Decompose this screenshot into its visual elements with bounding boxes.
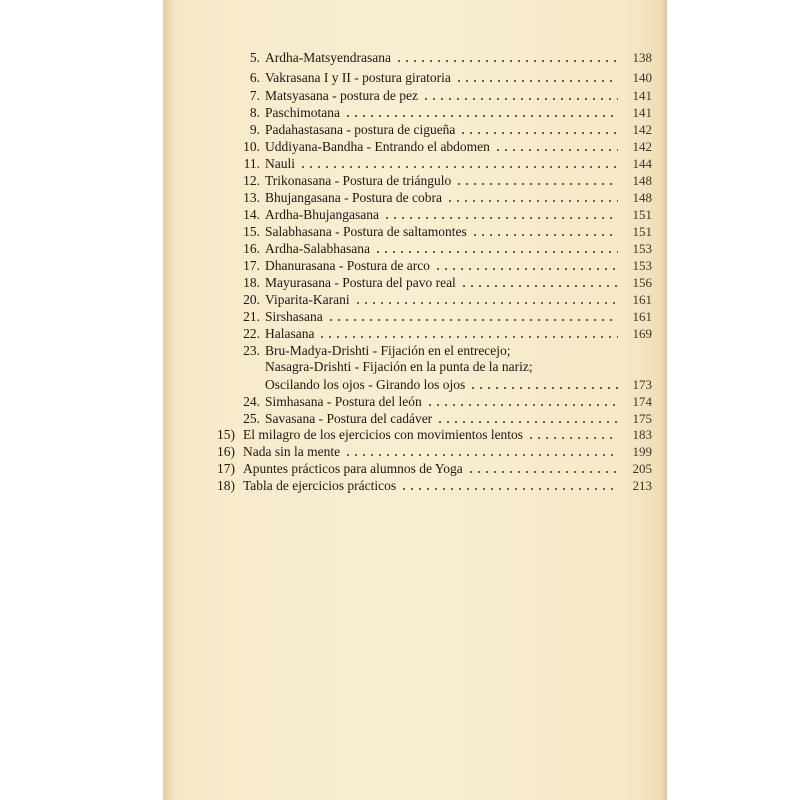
dot-leader [436,421,618,423]
toc-entry [232,172,652,189]
toc-entry [232,342,652,359]
chapter-number: 15) [217,427,235,442]
toc-entry [232,393,652,410]
toc-entry [232,274,652,291]
chapter-title: Nada sin la mente [243,444,341,459]
entry-number: 24. [243,394,260,409]
dot-leader [527,437,618,439]
dot-leader [446,200,618,202]
dot-leader [460,285,618,287]
dot-leader [344,115,618,117]
dot-leader [426,404,618,406]
entry-number: 12. [243,173,260,188]
entry-title-continuation: Oscilando los ojos - Girando los ojos [265,377,466,392]
entry-page: 161 [632,292,652,307]
chapter-number: 17) [217,461,235,476]
entry-page: 153 [632,241,652,256]
dot-leader [374,251,618,253]
entry-number: 20. [243,292,260,307]
entry-title: Bru-Madya-Drishti - Fijación en el entrecejo; [265,343,511,358]
toc-entry [232,257,652,274]
entry-title: Vakrasana I y II - postura giratoria [265,70,451,85]
entry-number: 8. [249,105,260,120]
entry-page: 142 [632,122,652,137]
entry-page: 174 [632,394,652,409]
entry-number: 17. [243,258,260,273]
entry-page: 151 [632,224,652,239]
entry-number: 16. [243,241,260,256]
toc-entry [232,189,652,206]
chapter-title: El milagro de los ejercicios con movimientos lentos [243,427,524,442]
entry-page: 144 [632,156,652,171]
toc-entry [232,69,652,86]
entry-title: Trikonasana - Postura de triángulo [265,173,452,188]
entry-page: 141 [632,88,652,103]
dot-leader [318,336,618,338]
entry-title: Bhujangasana - Postura de cobra [265,190,442,205]
dot-leader [469,387,618,389]
toc-chapter [217,460,652,477]
entry-title: Viparita-Karani [265,292,350,307]
entry-title: Padahastasana - postura de cigueña [265,122,456,137]
entry-title: Nauli [265,156,295,171]
entry-title: Salabhasana - Postura de saltamontes [265,224,467,239]
dot-leader [383,217,618,219]
entry-title: Ardha-Bhujangasana [265,207,379,222]
entry-page: 156 [632,275,652,290]
dot-leader [471,234,618,236]
chapter-title: Apuntes prácticos para alumnos de Yoga [243,461,463,476]
entry-title: Uddiyana-Bandha - Entrando el abdomen [265,139,490,154]
entry-page: 151 [632,207,652,222]
dot-leader [354,302,618,304]
entry-number: 10. [243,139,260,154]
entry-title: Matsyasana - postura de pez [265,88,418,103]
toc-entry [232,49,652,66]
chapter-page: 213 [632,478,652,493]
dot-leader [455,183,618,185]
entry-page: 148 [632,173,652,188]
entry-title: Ardha-Matsyendrasana [265,50,391,65]
toc-entry [232,155,652,172]
chapter-page: 205 [632,461,652,476]
toc-entry [232,240,652,257]
dot-leader [455,80,618,82]
entry-number: 5. [249,50,260,65]
toc-entry [232,308,652,325]
dot-leader [494,149,618,151]
entry-page: 161 [632,309,652,324]
entry-page: 142 [632,139,652,154]
toc-entry [232,223,652,240]
entry-page: 173 [632,377,652,392]
entry-number: 6. [249,70,260,85]
chapter-page: 199 [632,444,652,459]
toc-chapter [217,443,652,460]
entry-page: 138 [632,50,652,65]
toc-chapter [217,426,652,443]
entry-number: 15. [243,224,260,239]
dot-leader [395,60,618,62]
entry-title: Sirshasana [265,309,323,324]
toc-entry [232,206,652,223]
entry-number: 11. [243,156,260,171]
toc-entry-continuation [265,376,652,393]
entry-number: 25. [243,411,260,426]
entry-title-continuation: Nasagra-Drishti - Fijación en la punta de la nariz; [265,359,533,374]
entry-page: 175 [632,411,652,426]
toc-chapter [217,477,652,494]
entry-title: Ardha-Salabhasana [265,241,370,256]
toc-entry [232,410,652,427]
dot-leader [434,268,618,270]
dot-leader [327,319,618,321]
chapter-page: 183 [632,427,652,442]
toc-entry [232,138,652,155]
entry-title: Halasana [265,326,315,341]
entry-number: 21. [243,309,260,324]
dot-leader [344,454,618,456]
entry-number: 23. [243,343,260,358]
entry-number: 7. [249,88,260,103]
entry-title: Savasana - Postura del cadáver [265,411,433,426]
entry-number: 18. [243,275,260,290]
entry-number: 14. [243,207,260,222]
dot-leader [467,471,618,473]
chapter-number: 16) [217,444,235,459]
entry-title: Mayurasana - Postura del pavo real [265,275,456,290]
entry-page: 141 [632,105,652,120]
entry-page: 153 [632,258,652,273]
entry-number: 22. [243,326,260,341]
toc-entry [232,104,652,121]
entry-title: Dhanurasana - Postura de arco [265,258,430,273]
entry-page: 140 [632,70,652,85]
entry-page: 169 [632,326,652,341]
toc-entry [232,291,652,308]
dot-leader [459,132,618,134]
entry-title: Paschimotana [265,105,340,120]
entry-title: Simhasana - Postura del león [265,394,422,409]
entry-number: 13. [243,190,260,205]
toc-entry [232,121,652,138]
toc-entry [232,325,652,342]
entry-number: 9. [249,122,260,137]
dot-leader [400,488,618,490]
toc-entry [232,87,652,104]
dot-leader [299,166,618,168]
chapter-number: 18) [217,478,235,493]
entry-page: 148 [632,190,652,205]
dot-leader [422,98,618,100]
chapter-title: Tabla de ejercicios prácticos [243,478,397,493]
